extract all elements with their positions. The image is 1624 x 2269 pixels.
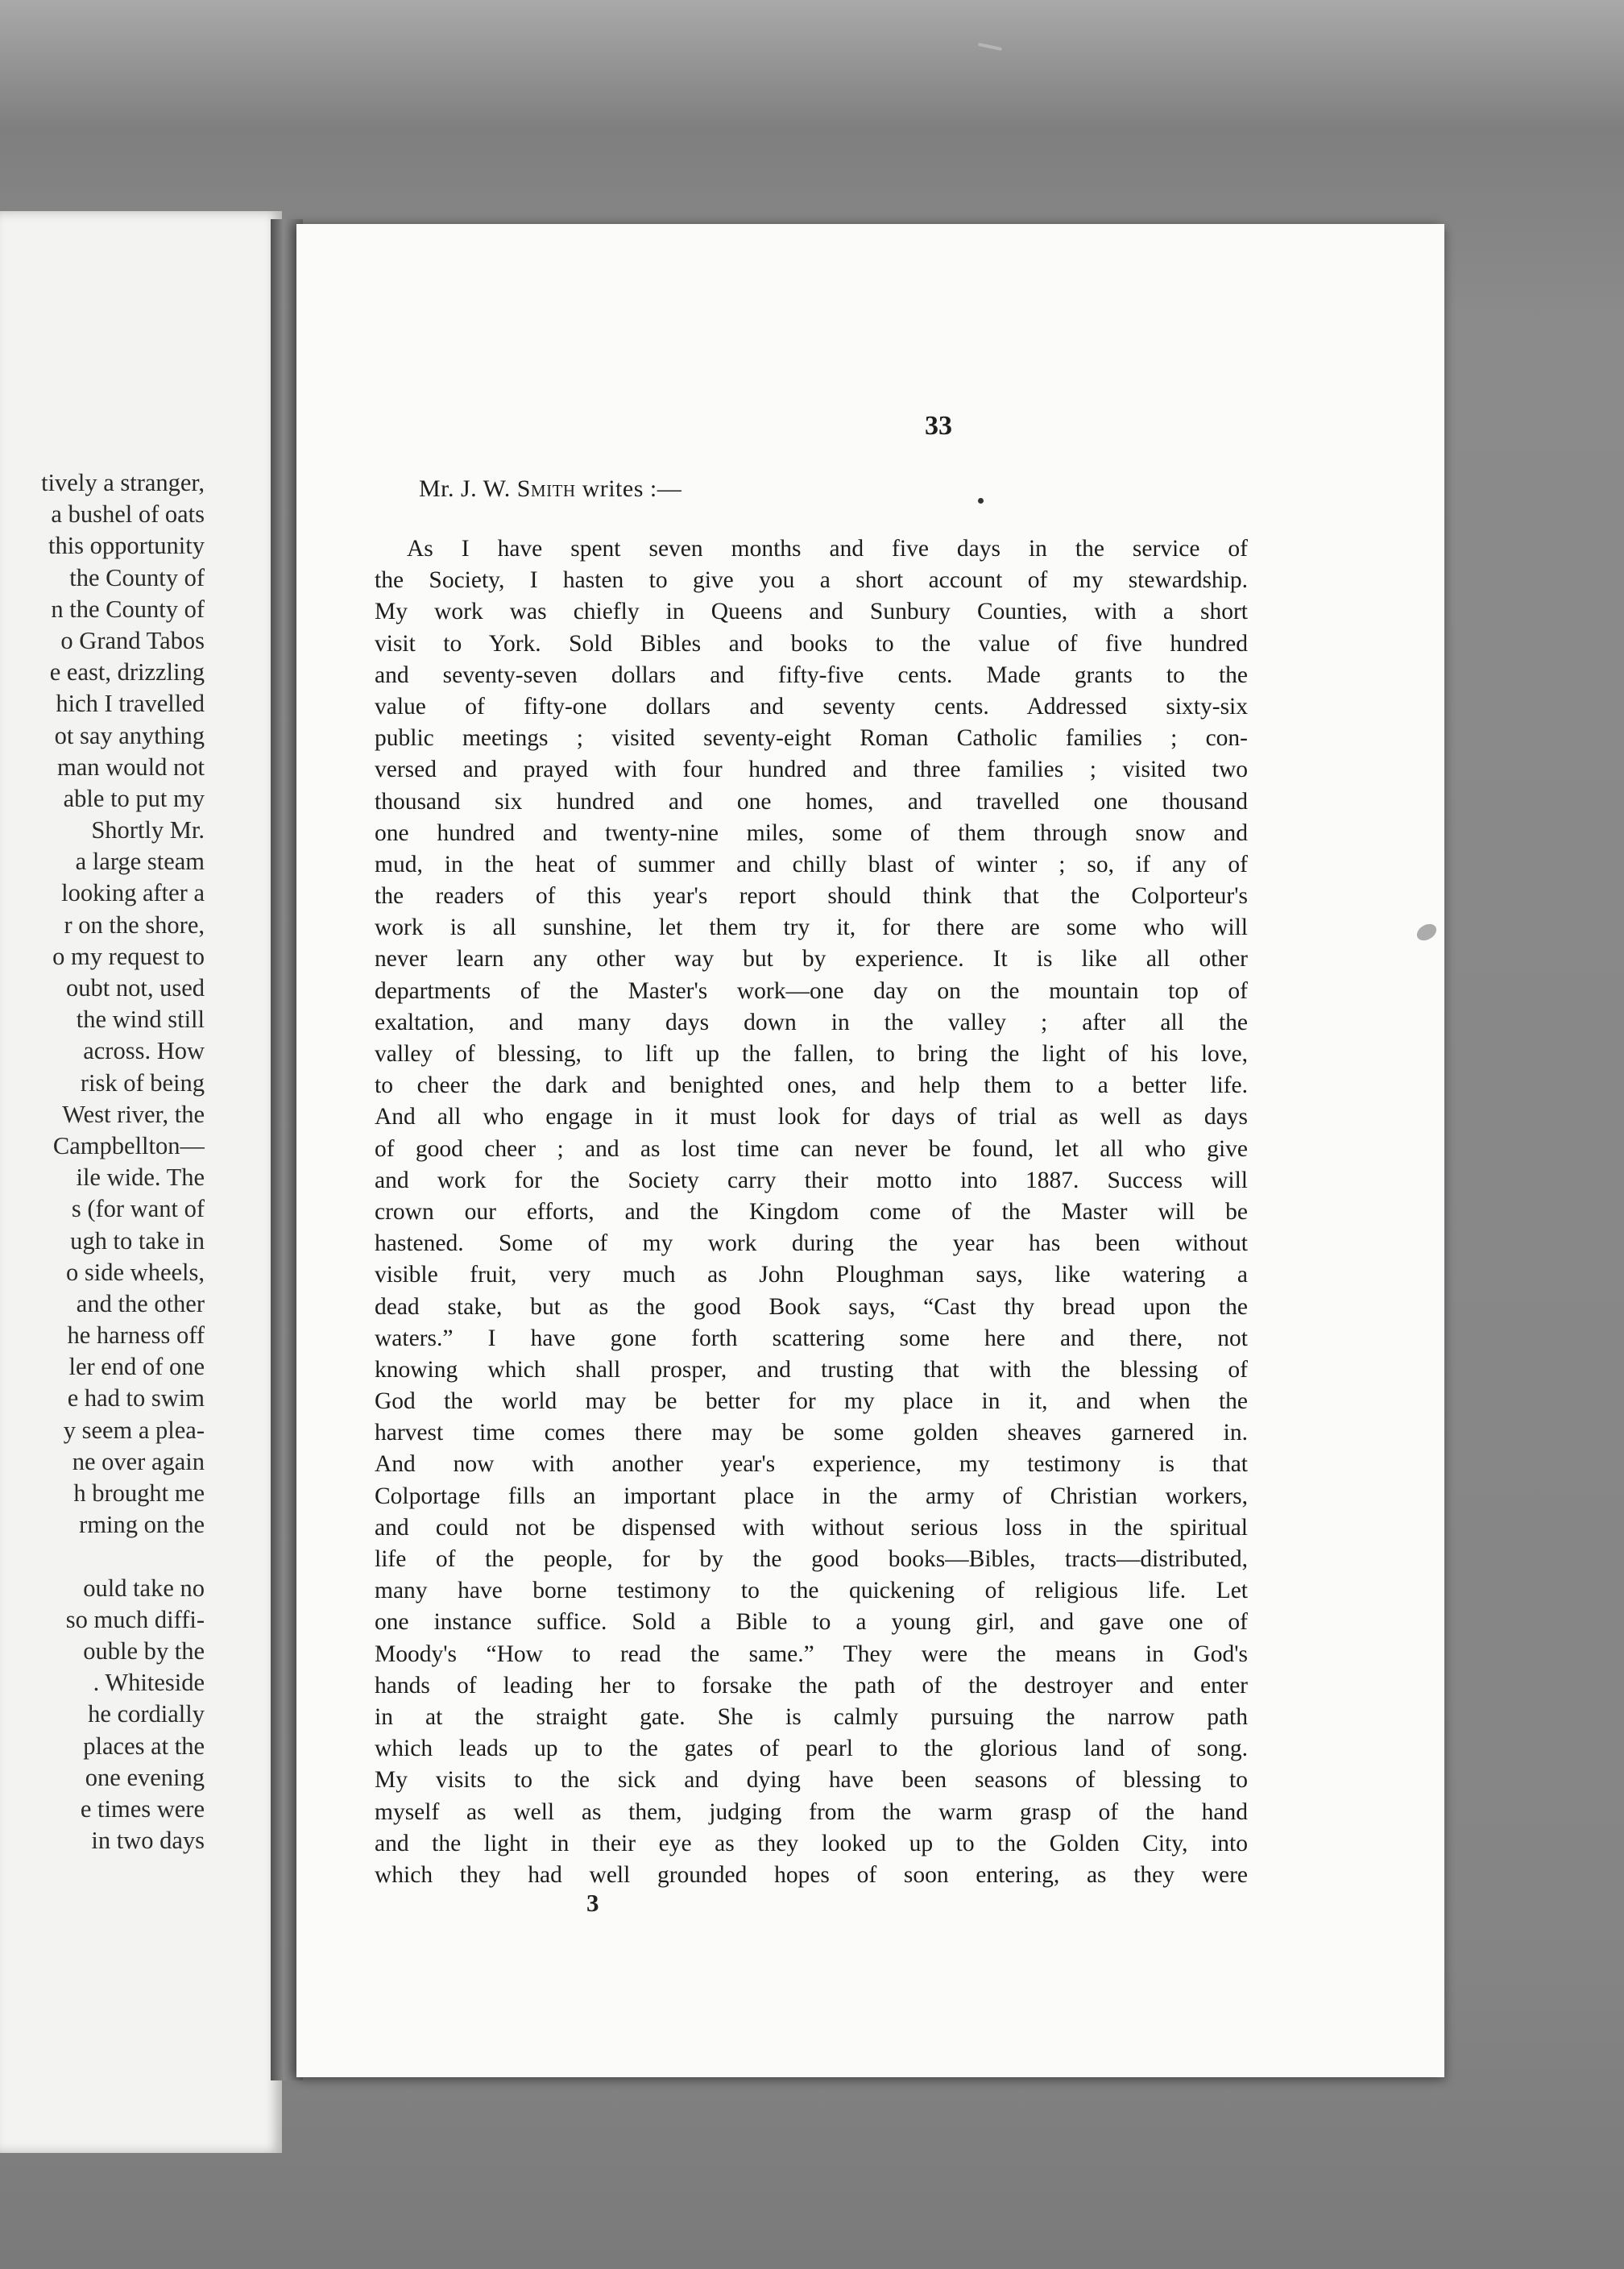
previous-page-text <box>0 467 205 1856</box>
body-line: valley of blessing, to lift up the fallen, to bring the light of his love, <box>375 1041 1248 1067</box>
body-line: life of the people, for by the good books—Bibles, tracts—distributed, <box>375 1546 1248 1572</box>
body-line: and the light in their eye as they looked up to the Golden City, into <box>375 1830 1248 1856</box>
previous-page-line: ouble by the <box>83 1636 205 1665</box>
body-line: Moody's “How to read the same.” They were the means in God's <box>375 1641 1248 1667</box>
previous-page-line: able to put my <box>63 784 205 812</box>
heading-suffix: writes :— <box>575 475 682 502</box>
body-line: hastened. Some of my work during the year has been without <box>375 1230 1248 1257</box>
previous-page-line: . Whiteside <box>93 1669 205 1697</box>
previous-page-line: e times were <box>80 1794 205 1823</box>
body-line: visit to York. Sold Bibles and books to the value of five hundred <box>375 630 1248 657</box>
previous-page-line: ot say anything <box>54 721 205 749</box>
body-line: mud, in the heat of summer and chilly blast of winter ; so, if any of <box>375 851 1248 877</box>
body-line: public meetings ; visited seventy-eight Roman Catholic families ; con- <box>375 725 1248 752</box>
previous-page-line: tively a stranger, <box>41 469 205 496</box>
previous-page-line: o my request to <box>52 942 205 970</box>
previous-page-line: looking after a <box>61 879 205 907</box>
body-line: and work for the Society carry their motto into 1887. Success will <box>375 1167 1248 1193</box>
body-line: visible fruit, very much as John Ploughman says, like watering a <box>375 1262 1248 1288</box>
previous-page-line: risk of being <box>80 1068 205 1097</box>
previous-page-line: Shortly Mr. <box>91 816 205 844</box>
body-line: and could not be dispensed with without serious loss in the spiritual <box>375 1514 1248 1541</box>
previous-page-line: West river, the <box>62 1100 205 1128</box>
previous-page-line: man would not <box>57 753 205 781</box>
previous-page-line: places at the <box>83 1732 205 1760</box>
body-line: never learn any other way but by experience. It is like all other <box>375 946 1248 973</box>
previous-page-line: across. How <box>83 1037 205 1065</box>
previous-page-line: ler end of one <box>68 1353 205 1381</box>
previous-page-line: n the County of <box>51 595 205 623</box>
body-line: many have borne testimony to the quickening of religious life. Let <box>375 1578 1248 1604</box>
heading-name: Smith <box>516 475 576 502</box>
body-line: God the world may be better for my place in it, and when the <box>375 1388 1248 1415</box>
body-line: value of fifty-one dollars and seventy cents. Addressed sixty-six <box>375 693 1248 720</box>
previous-page-line: one evening <box>85 1763 205 1791</box>
previous-page-line: rming on the <box>79 1511 205 1539</box>
body-line: versed and prayed with four hundred and three families ; visited two <box>375 757 1248 783</box>
previous-page-line: s (for want of <box>71 1195 205 1223</box>
previous-page-line: o Grand Tabos <box>60 626 205 654</box>
previous-page-line: the County of <box>69 563 205 591</box>
page-number <box>296 411 1336 442</box>
scan-artifact-streak <box>978 43 1002 51</box>
previous-page-line: y seem a plea- <box>63 1416 205 1444</box>
letter-heading <box>419 475 682 503</box>
body-line: myself as well as them, judging from the warm grasp of the hand <box>375 1798 1248 1825</box>
body-line: As I have spent seven months and five days in the service of <box>407 536 1248 562</box>
previous-page-line: a large steam <box>75 848 205 876</box>
previous-page-line: hich I travelled <box>56 690 205 718</box>
body-line: the readers of this year's report should think that the Colporteur's <box>375 883 1248 910</box>
previous-page-line: so much diffi- <box>65 1605 205 1633</box>
body-line: to cheer the dark and benighted ones, and help them to a better life. <box>375 1072 1248 1099</box>
previous-page-line: o side wheels, <box>66 1258 205 1286</box>
previous-page-line: ne over again <box>72 1447 205 1475</box>
previous-page-line: ould take no <box>83 1574 205 1602</box>
previous-page-line <box>0 1541 205 1572</box>
body-line: My work was chiefly in Queens and Sunbury Counties, with a short <box>375 599 1248 625</box>
page-number-text: 33 <box>925 411 952 441</box>
body-line: one hundred and twenty-nine miles, some of them through snow and <box>375 819 1248 846</box>
body-line: and seventy-seven dollars and fifty-five cents. Made grants to the <box>375 662 1248 688</box>
previous-page-line: oubt not, used <box>66 974 205 1002</box>
body-line: hands of leading her to forsake the path of the destroyer and enter <box>375 1672 1248 1699</box>
current-page <box>296 224 1444 2077</box>
previous-page-line: and the other <box>76 1289 205 1317</box>
body-line: knowing which shall prosper, and trusting that with the blessing of <box>375 1356 1248 1383</box>
previous-page-line: r on the shore, <box>64 911 205 939</box>
previous-page-line: Campbellton— <box>52 1131 205 1159</box>
body-line: one instance suffice. Sold a Bible to a young girl, and gave one of <box>375 1609 1248 1636</box>
body-line: And now with another year's experience, my testimony is that <box>375 1451 1248 1478</box>
ink-speck <box>978 498 984 504</box>
body-line: And all who engage in it must look for days of trial as well as days <box>375 1104 1248 1130</box>
body-line: work is all sunshine, let them try it, for there are some who will <box>375 915 1248 941</box>
previous-page-line: a bushel of oats <box>51 500 205 529</box>
previous-page-line: he cordially <box>88 1700 205 1728</box>
previous-page-line: he harness off <box>67 1321 205 1350</box>
previous-page-line: h brought me <box>73 1479 205 1507</box>
previous-page-line: e had to swim <box>67 1384 205 1412</box>
body-line: waters.” I have gone forth scattering some here and there, not <box>375 1325 1248 1351</box>
body-line: thousand six hundred and one homes, and travelled one thousand <box>375 788 1248 815</box>
body-line: crown our efforts, and the Kingdom come of the Master will be <box>375 1198 1248 1225</box>
letter-body <box>375 533 1248 1891</box>
previous-page-line: ile wide. The <box>76 1164 205 1192</box>
previous-page-line: the wind still <box>76 1006 205 1034</box>
body-line: in at the straight gate. She is calmly pursuing the narrow path <box>375 1703 1248 1730</box>
heading-prefix: Mr. J. W. <box>419 475 517 502</box>
body-line: exaltation, and many days down in the valley ; after all the <box>375 1009 1248 1035</box>
body-line: departments of the Master's work—one day on the mountain top of <box>375 977 1248 1004</box>
previous-page-line: this opportunity <box>48 532 205 560</box>
body-line: which leads up to the gates of pearl to the glorious land of song. <box>375 1736 1248 1762</box>
body-line: the Society, I hasten to give you a short account of my stewardship. <box>375 567 1248 594</box>
signature-mark: 3 <box>586 1889 599 1917</box>
body-line: My visits to the sick and dying have been seasons of blessing to <box>375 1767 1248 1794</box>
previous-page-line: ugh to take in <box>70 1226 205 1255</box>
previous-page <box>0 211 282 2153</box>
body-line: Colportage fills an important place in the army of Christian workers, <box>375 1483 1248 1509</box>
body-line: of good cheer ; and as lost time can never be found, let all who give <box>375 1135 1248 1162</box>
body-line: which they had well grounded hopes of soon entering, as they were <box>375 1861 1248 1888</box>
body-line: harvest time comes there may be some golden sheaves garnered in. <box>375 1420 1248 1446</box>
previous-page-line: e east, drizzling <box>49 658 205 687</box>
body-line: dead stake, but as the good Book says, “Cast thy bread upon the <box>375 1293 1248 1320</box>
previous-page-line: in two days <box>91 1827 205 1855</box>
